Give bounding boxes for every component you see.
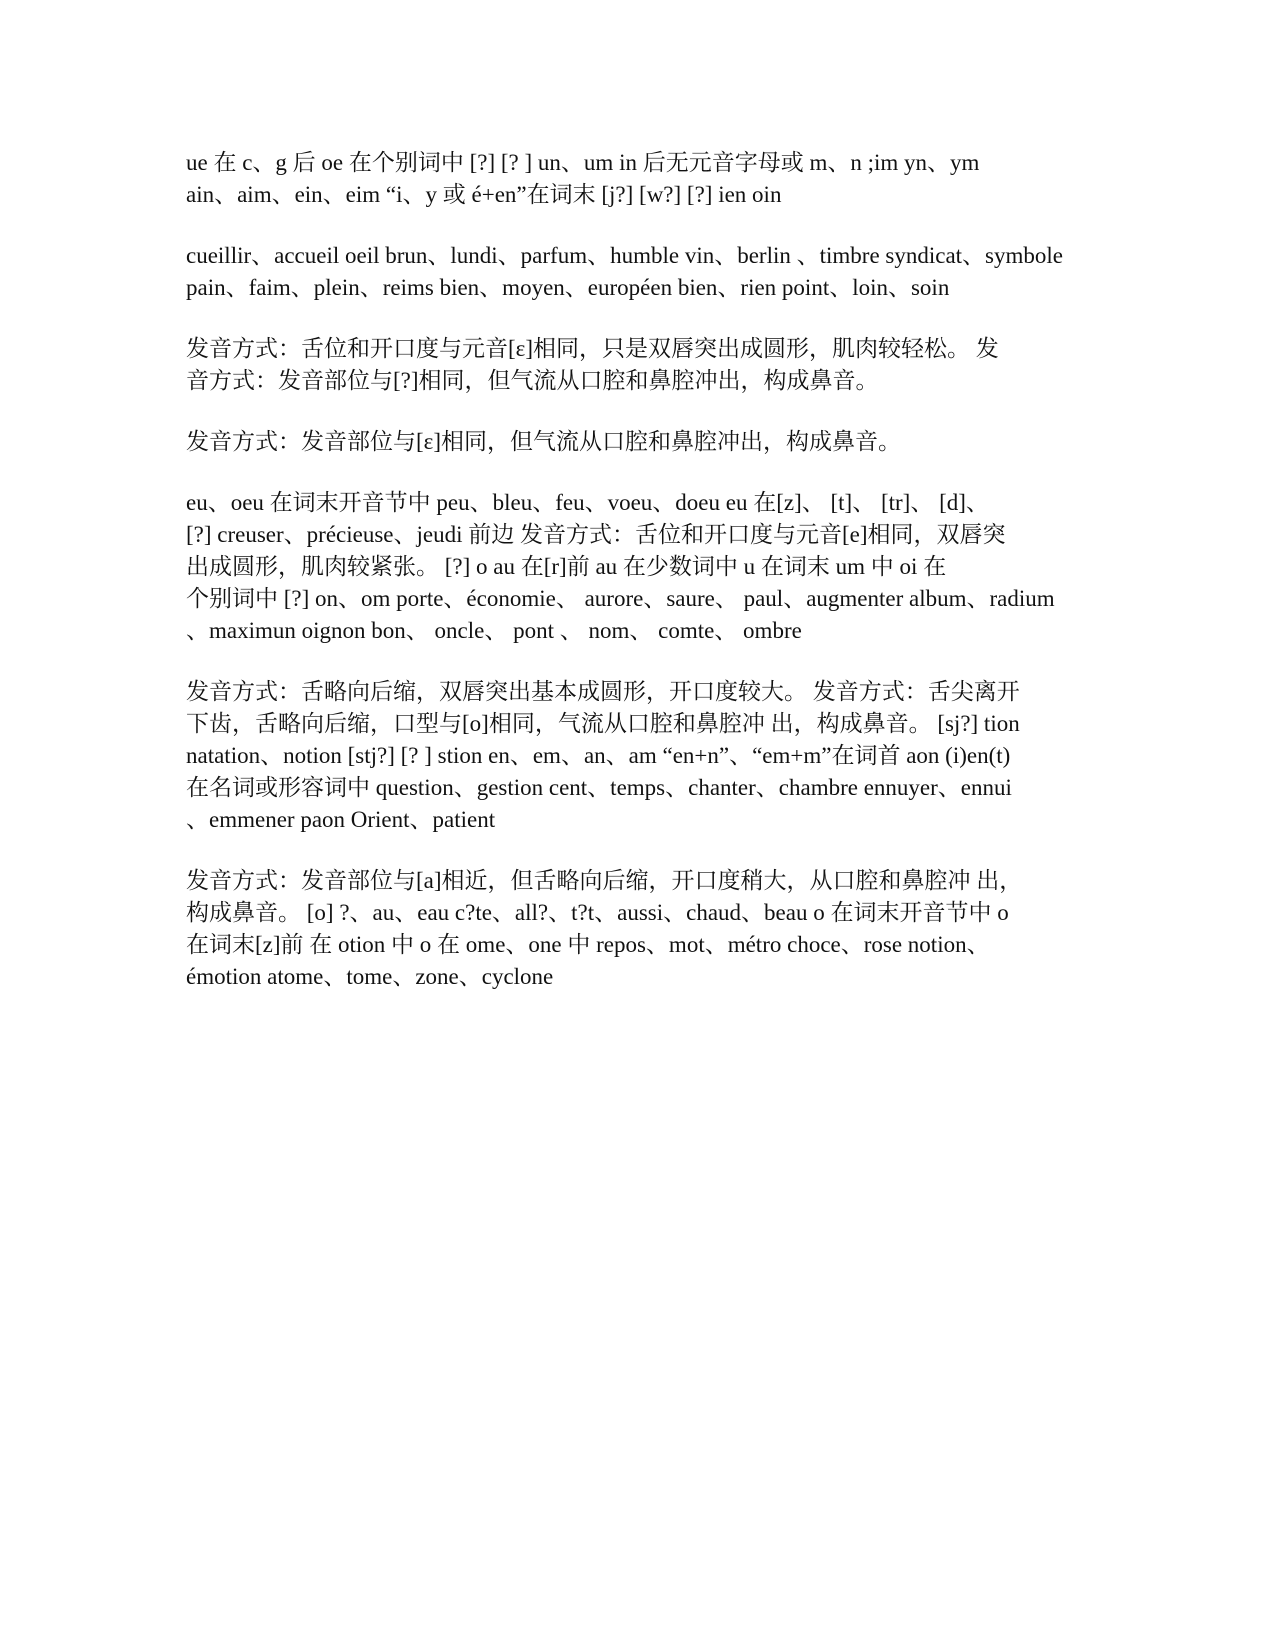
text-line: 构成鼻音。 [o] ?、au、eau c?te、all?、t?t、aussi、chaud、beau o 在词末开音节中 o bbox=[186, 900, 1009, 925]
text-line: 发音方式：舌位和开口度与元音[ε]相同，只是双唇突出成圆形，肌肉较轻松。 发 bbox=[186, 336, 999, 361]
text-line: 、maximun oignon bon、 oncle、 pont 、 nom、 comte、 ombre bbox=[186, 618, 802, 643]
paragraph bbox=[186, 487, 1096, 647]
text-line: cueillir、accueil oeil brun、lundi、parfum、humble vin、berlin 、timbre syndicat、symbole bbox=[186, 243, 1063, 268]
text-line: 在词末[z]前 在 otion 中 o 在 ome、one 中 repos、mot、métro choce、rose notion、 bbox=[186, 932, 990, 957]
paragraph bbox=[186, 426, 1096, 458]
text-line: 音方式：发音部位与[?]相同，但气流从口腔和鼻腔冲出，构成鼻音。 bbox=[186, 368, 879, 393]
text-line: émotion atome、tome、zone、cyclone bbox=[186, 964, 554, 989]
paragraph bbox=[186, 333, 1096, 397]
text-line: natation、notion [stj?] [? ] stion en、em、an、am “en+n”、“em+m”在词首 aon (i)en(t) bbox=[186, 743, 1011, 768]
text-line: 发音方式：舌略向后缩，双唇突出基本成圆形，开口度较大。 发音方式：舌尖离开 bbox=[186, 679, 1020, 704]
paragraph bbox=[186, 240, 1096, 304]
text-line: eu、oeu 在词末开音节中 peu、bleu、feu、voeu、doeu eu 在[z]、 [t]、 [tr]、 [d]、 bbox=[186, 490, 989, 515]
text-line: 发音方式：发音部位与[a]相近，但舌略向后缩，开口度稍大，从口腔和鼻腔冲 出， bbox=[186, 868, 1023, 893]
paragraph bbox=[186, 865, 1096, 993]
text-line: ain、aim、ein、eim “i、y 或 é+en”在词末 [j?] [w?] [?] ien oin bbox=[186, 182, 782, 207]
text-line: [?] creuser、précieuse、jeudi 前边 发音方式：舌位和开口度与元音[e]相同，双唇突 bbox=[186, 522, 1006, 547]
text-line: pain、faim、plein、reims bien、moyen、européen bien、rien point、loin、soin bbox=[186, 275, 950, 300]
text-line: 在名词或形容词中 question、gestion cent、temps、chanter、chambre ennuyer、ennui bbox=[186, 775, 1012, 800]
text-line: 发音方式：发音部位与[ε]相同，但气流从口腔和鼻腔冲出，构成鼻音。 bbox=[186, 429, 901, 454]
text-line: 出成圆形，肌肉较紧张。 [?] o au 在[r]前 au 在少数词中 u 在词末 um 中 oi 在 bbox=[186, 554, 947, 579]
text-line: ue 在 c、g 后 oe 在个别词中 [?] [? ] un、um in 后无元音字母或 m、n ;im yn、ym bbox=[186, 150, 980, 175]
document-body bbox=[186, 147, 1096, 1022]
text-line: 个别词中 [?] on、om porte、économie、 aurore、saure、 paul、augmenter album、radium bbox=[186, 586, 1055, 611]
text-line: 、emmener paon Orient、patient bbox=[186, 807, 496, 832]
paragraph bbox=[186, 147, 1096, 211]
text-line: 下齿，舌略向后缩，口型与[o]相同，气流从口腔和鼻腔冲 出，构成鼻音。 [sj?] tion bbox=[186, 711, 1020, 736]
paragraph bbox=[186, 676, 1096, 836]
